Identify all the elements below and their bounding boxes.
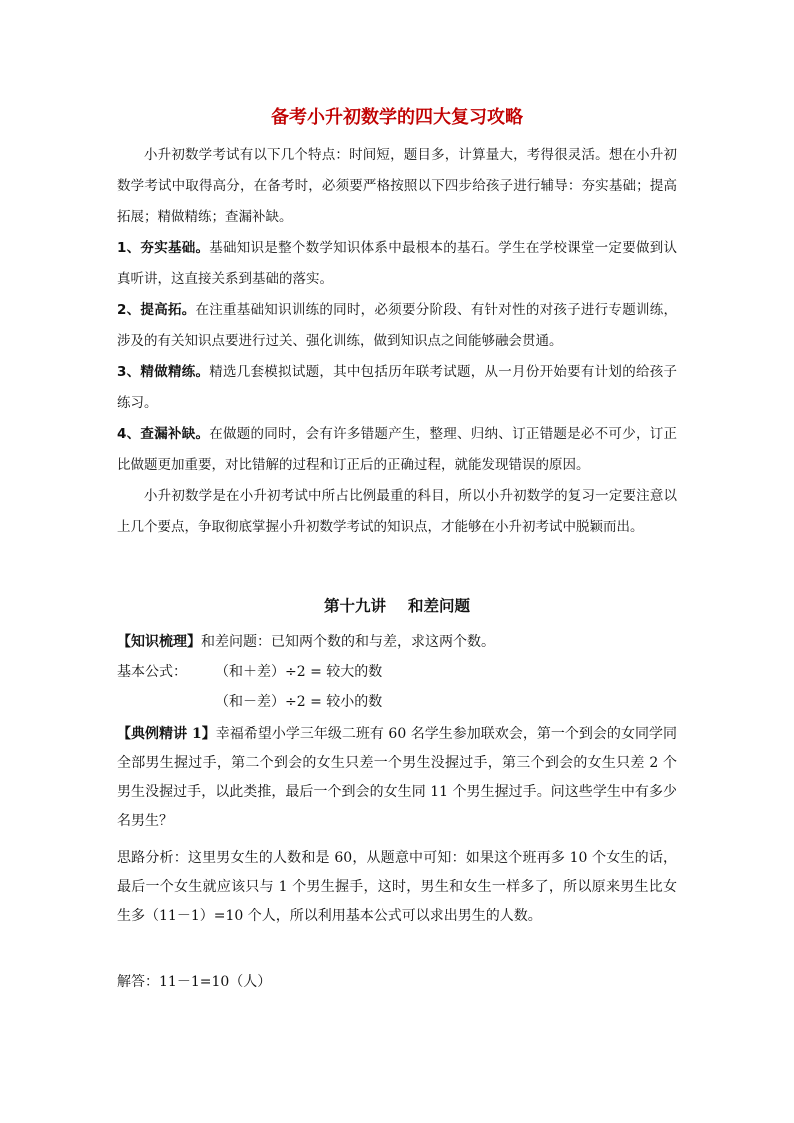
example-paragraph xyxy=(117,720,677,836)
knowledge-label: 【知识梳理】 xyxy=(117,634,201,650)
step-3-heading: 3、精做精练。 xyxy=(117,364,210,380)
step-1-paragraph xyxy=(117,233,677,295)
formula-sum: （和＋差）÷2 = 较大的数 xyxy=(215,664,383,680)
step-3-text: 精选几套模拟试题，其中包括历年联考试题，从一月份开始要有计划的给孩子练习。 xyxy=(117,364,677,411)
intro-paragraph: 小升初数学考试有以下几个特点：时间短，题目多，计算量大，考得很灵活。想在小升初数学考试中取得高分，在备考时，必须要严格按照以下四步给孩子进行辅导：夯实基础；提高拓展；精做精练；查漏补缺。 xyxy=(117,147,677,225)
answer-line: 解答：11－1=10（人） xyxy=(117,974,272,990)
formula-label: 基本公式： xyxy=(117,664,187,680)
lesson-name: 和差问题 xyxy=(408,596,471,615)
step-4-paragraph xyxy=(117,419,677,481)
step-2-paragraph xyxy=(117,295,677,357)
lesson-number: 第十九讲 xyxy=(323,596,386,615)
formula-difference: （和－差）÷2 = 较小的数 xyxy=(215,694,383,710)
example-text: 幸福希望小学三年级二班有 60 名学生参加联欢会，第一个到会的女同学同全部男生握过手，第二个到会的女生只差一个男生没握过手，第三个到会的女生只差 2 个男生没握过手，以此类推，最后一个到会的女生同 11 个男生握过手。问这些学生中有多少名男生？ xyxy=(117,726,677,829)
formula-line-1 xyxy=(117,658,677,687)
formula-line-2 xyxy=(215,688,775,717)
step-1-text: 基础知识是整个数学知识体系中最根本的基石。学生在学校课堂一定要做到认真听讲，这直接关系到基础的落实。 xyxy=(117,240,677,287)
document-title: 备考小升初数学的四大复习攻略 xyxy=(271,107,523,128)
step-3-paragraph xyxy=(117,357,677,419)
example-label: 【典例精讲 1】 xyxy=(117,726,216,742)
step-4-text: 在做题的同时，会有许多错题产生，整理、归纳、订正错题是必不可少，订正比做题更加重要，对比错解的过程和订正后的正确过程，就能发现错误的原因。 xyxy=(117,426,677,473)
lesson-title xyxy=(0,592,794,620)
conclusion-paragraph: 小升初数学是在小升初考试中所占比例最重的科目，所以小升初数学的复习一定要注意以上几个要点，争取彻底掌握小升初数学考试的知识点，才能够在小升初考试中脱颖而出。 xyxy=(117,488,677,535)
knowledge-text: 和差问题：已知两个数的和与差，求这两个数。 xyxy=(201,634,495,650)
step-2-heading: 2、提高拓。 xyxy=(117,302,196,318)
step-4-heading: 4、查漏补缺。 xyxy=(117,426,210,442)
step-2-text: 在注重基础知识训练的同时，必须要分阶段、有针对性的对孩子进行专题训练，涉及的有关知识点要进行过关、强化训练，做到知识点之间能够融会贯通。 xyxy=(117,302,677,349)
analysis-paragraph: 思路分析：这里男女生的人数和是 60，从题意中可知：如果这个班再多 10 个女生的话，最后一个女生就应该只与 1 个男生握手，这时，男生和女生一样多了，所以原来男生比女生多（11－1）=10 个人，所以利用基本公式可以求出男生的人数。 xyxy=(117,850,677,924)
knowledge-summary xyxy=(117,628,677,657)
step-1-heading: 1、夯实基础。 xyxy=(117,240,210,256)
